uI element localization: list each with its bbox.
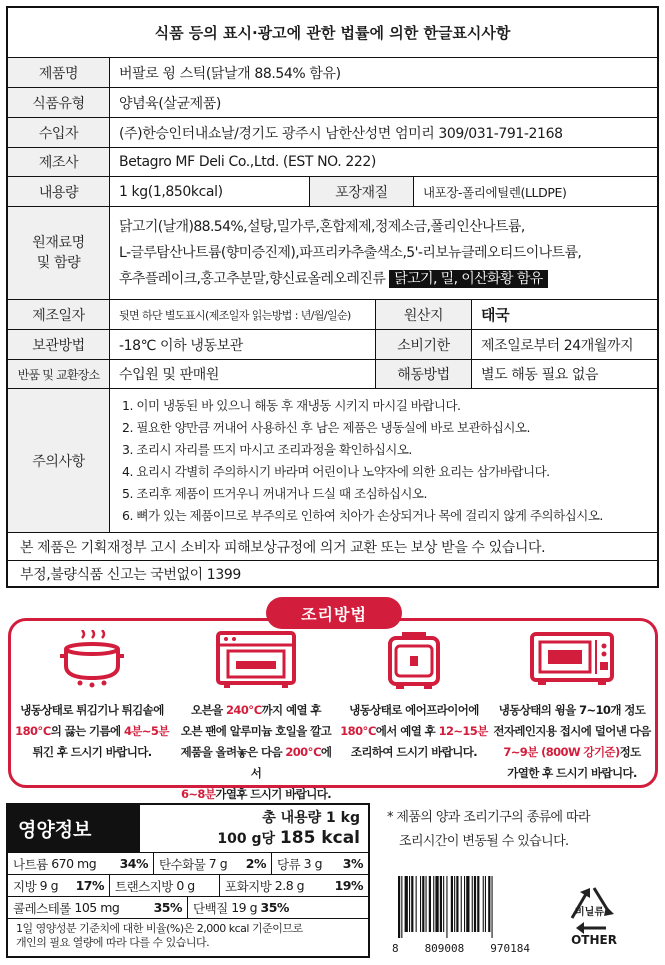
barcode-number: 8 809008 970184 <box>392 942 530 955</box>
barcode-bar <box>474 876 476 932</box>
barcode-bar <box>398 876 400 938</box>
caution-item: 5. 조리후 제품이 뜨거우니 꺼내거나 드실 때 조심하십시오. <box>122 485 427 501</box>
nutrition-footnote: 1일 영양성분 기준치에 대한 비율(%)은 2,000 kcal 기준이므로 개인의 필요 열량에 따라 다를 수 있습니다. <box>16 922 303 949</box>
allergen-badge: 닭고기, 밀, 이산화황 함유 <box>389 270 548 288</box>
row-content: 내용량 1 kg(1,850kcal) 포장재질 내포장-폴리에틸렌(LLDPE) <box>8 177 657 207</box>
cooking-method <box>12 630 172 763</box>
barcode-bar <box>426 876 427 932</box>
row-storage: 보관방법 -18℃ 이하 냉동보관 소비기한 제조일로부터 24개월까지 <box>8 330 657 360</box>
row-manufacturer: 제조사 Betagro MF Deli Co.,Ltd. (EST NO. 222) <box>8 148 657 177</box>
barcode-bar <box>456 876 458 932</box>
expiry: 제조일로부터 24개월까지 <box>481 337 634 354</box>
cooking-line: 6~8분가열후 드시기 바랍니다. <box>180 787 332 801</box>
recycle-type: OTHER <box>571 933 617 947</box>
compensation-notice: 본 제품은 기획재정부 고시 소비자 피해보상규정에 의거 교환 또는 보상 받을 수 있습니다. <box>20 539 546 556</box>
barcode-bar <box>405 876 408 932</box>
cooking-text <box>12 700 172 763</box>
row-food-type: 식품유형 양념육(살균제품) <box>8 88 657 118</box>
storage: -18℃ 이하 냉동보관 <box>110 330 376 359</box>
row-product-name: 제품명 버팔로 윙 스틱(닭날개 88.54% 함유) <box>8 58 657 88</box>
packaging: 내포장-폴리에틸렌(LLDPE) <box>423 184 567 200</box>
barcode-bar <box>492 876 493 938</box>
nutrition-row: 나트륨 670 mg 34% 탄수화물 7 g 2% 당류 3 g 3% <box>8 853 368 875</box>
caution-item: 4. 요리시 각별히 주의하시기 바라며 어린이나 노약자에 의한 요리는 삼가바랍니다. <box>122 463 550 479</box>
cooking-method <box>176 630 336 805</box>
barcode-bar <box>416 876 417 932</box>
report-notice: 부정,불량식품 신고는 국번없이 1399 <box>20 566 241 583</box>
cooking-text <box>334 700 494 763</box>
cooking-title: 조리방법 <box>266 597 402 629</box>
barcode-bar <box>446 876 447 938</box>
barcode-bar <box>472 876 473 932</box>
row-cautions: 주의사항 1. 이미 냉동된 바 있으니 해동 후 재냉동 시키지 마시길 바랍니다. 2. 필요한 양만큼 꺼내어 사용하신 후 남은 제품은 냉동실에 바로 보관하십시오. 3. 조리시 자리를 뜨지 마시고 조리과정을 확인하십시오. 4. 요리시 각별히 주의하시기 바라며 어린이나 노약자에 의한 요리는 삼가바랍니다. 5. 조리후 제품이 뜨거우니 꺼내거나 드실 때 조심하십시오. 6. 뼈가 있는 제품이므로 부주의로 인하여 치아가 손상되거나 목에 걸리지 않게 주의하십시오. <box>8 389 657 533</box>
caution-item: 3. 조리시 자리를 뜨지 마시고 조리과정을 확인하십시오. <box>122 441 412 457</box>
cooking-text <box>176 700 336 805</box>
barcode-bar <box>422 876 424 932</box>
cooking-note: * 제품의 양과 조리기구의 종류에 따라 조리시간이 변동될 수 있습니다. <box>387 810 590 849</box>
barcode-bar <box>440 876 442 932</box>
cooking-line: 180℃의 끓는 기름에 4분~5분 <box>15 724 169 738</box>
ingredients: 닭고기(날개)88.54%,설탕,밀가루,혼합제제,정제소금,폴리인산나트륨, L-글루탐산나트륨(향미증진제),파프리카추출색소,5'-리보뉴클레오티드이나트륨, 후추플레이크,홍고추분말,향신료올레오레진류 닭고기, 밀, 이산화황 함유 <box>119 219 582 287</box>
nutrition-facts <box>6 803 370 958</box>
cooking-line: 오븐을 240℃까지 예열 후 <box>191 703 321 717</box>
content-amount: 1 kg(1,850kcal) <box>110 177 310 206</box>
nutrition-total: 총 내용량 1 kg 100 g당 185 kcal <box>217 810 360 848</box>
manufacturer: Betagro MF Deli Co.,Ltd. (EST NO. 222) <box>119 154 376 170</box>
barcode-bar <box>429 876 431 932</box>
caution-list <box>110 389 657 532</box>
air-fryer-icon <box>334 630 494 690</box>
label-table <box>6 6 659 588</box>
barcode-bar <box>454 876 455 932</box>
barcode-bar <box>409 876 410 932</box>
caution-item: 6. 뼈가 있는 제품이므로 부주의로 인하여 치아가 손상되거나 목에 걸리지 않게 주의하십시오. <box>122 507 603 523</box>
row-ingredients: 원재료명 및 함량 닭고기(날개)88.54%,설탕,밀가루,혼합제제,정제소금,폴리인산나트륨, L-글루탐산나트륨(향미증진제),파프리카추출색소,5'-리보뉴클레오티드이나트륨, 후추플레이크,홍고추분말,향신료올레오레진류 닭고기, 밀, 이산화황 함유 <box>8 207 657 300</box>
barcode-bar <box>461 876 462 932</box>
cooking-line: 조리하여 드시기 바랍니다. <box>350 745 478 759</box>
cooking-line: 7~9분 (800W 강기준)정도 <box>503 745 641 759</box>
nutrition-title: 영양정보 <box>8 805 140 852</box>
barcode-bar <box>443 876 444 932</box>
barcode-bar <box>466 876 469 932</box>
importer: (주)한승인터내쇼날/경기도 광주시 남한산성면 엄미리 309/031-791-2168 <box>119 125 563 142</box>
thaw-method: 별도 해동 필요 없음 <box>481 367 599 383</box>
row-mfg-date: 제조일자 뒷면 하단 별도표시(제조일자 읽는방법 : 년/월/일순) 원산지 태국 <box>8 300 657 330</box>
food-type: 양념육(살균제품) <box>119 95 221 112</box>
cooking-method <box>334 630 494 763</box>
exchange-place: 수입원 및 판매원 <box>110 360 376 388</box>
cooking-line: 튀긴 후 드시기 바랍니다. <box>32 745 152 759</box>
cooking-line: 냉동상태로 에어프라이어에 <box>349 703 479 717</box>
caution-item: 1. 이미 냉동된 바 있으니 해동 후 재냉동 시키지 마시길 바랍니다. <box>122 397 461 413</box>
caution-item: 2. 필요한 양만큼 꺼내어 사용하신 후 남은 제품은 냉동실에 바로 보관하십시오. <box>122 419 530 435</box>
origin: 태국 <box>481 306 510 324</box>
recycle-label: 비닐류 <box>575 907 604 918</box>
cooking-line: 냉동상태로 튀김기나 튀김솥에 <box>20 703 164 717</box>
cooking-line: 가열한 후 드시기 바랍니다. <box>507 766 637 780</box>
row-exchange: 반품 및 교환장소 수입원 및 판매원 해동방법 별도 해동 필요 없음 <box>8 360 657 389</box>
barcode-bar <box>477 876 479 932</box>
barcode-bar <box>433 876 434 932</box>
barcode-bar <box>488 876 490 932</box>
oven-icon <box>176 630 336 690</box>
row-importer: 수입자 (주)한승인터내쇼날/경기도 광주시 남한산성면 엄미리 309/031-791-2168 <box>8 118 657 148</box>
cooking-line: 냉동상태의 윙을 7~10개 정도 <box>498 703 646 717</box>
label-title: 식품 등의 표시·광고에 관한 법률에 의한 한글표시사항 <box>8 8 657 58</box>
barcode-bar <box>411 876 413 932</box>
barcode-bar <box>451 876 453 932</box>
nutrition-row: 지방 9 g 17% 트랜스지방 0 g 포화지방 2.8 g 19% <box>8 875 368 897</box>
microwave-icon <box>492 630 652 690</box>
barcode-bar <box>435 876 438 932</box>
cooking-method <box>492 630 652 784</box>
product-name: 버팔로 윙 스틱(닭날개 88.54% 함유) <box>119 65 341 82</box>
mfg-date: 뒷면 하단 별도표시(제조일자 읽는방법 : 년/월/일순) <box>110 300 376 329</box>
row-compensation <box>8 533 657 561</box>
cooking-line: 전자레인지용 접시에 덜어낸 다음 <box>493 724 651 738</box>
barcode-bar <box>401 876 402 938</box>
cooking-line: 제품을 올려놓은 다음 200℃에서 <box>180 745 332 780</box>
pot-icon <box>12 630 172 690</box>
barcode-bar <box>485 876 486 932</box>
barcode <box>398 876 528 938</box>
barcode-bar <box>464 876 465 932</box>
row-report <box>8 561 657 586</box>
cooking-line: 오븐 팬에 알루미늄 호일을 깔고 <box>180 724 332 738</box>
barcode-bar <box>420 876 421 932</box>
nutrition-row: 콜레스테롤 105 mg 35% 단백질 19 g 35% <box>8 897 368 919</box>
cooking-text <box>492 700 652 784</box>
cooking-line: 180℃에서 예열 후 12~15분 <box>340 724 488 738</box>
barcode-bar <box>483 876 484 932</box>
